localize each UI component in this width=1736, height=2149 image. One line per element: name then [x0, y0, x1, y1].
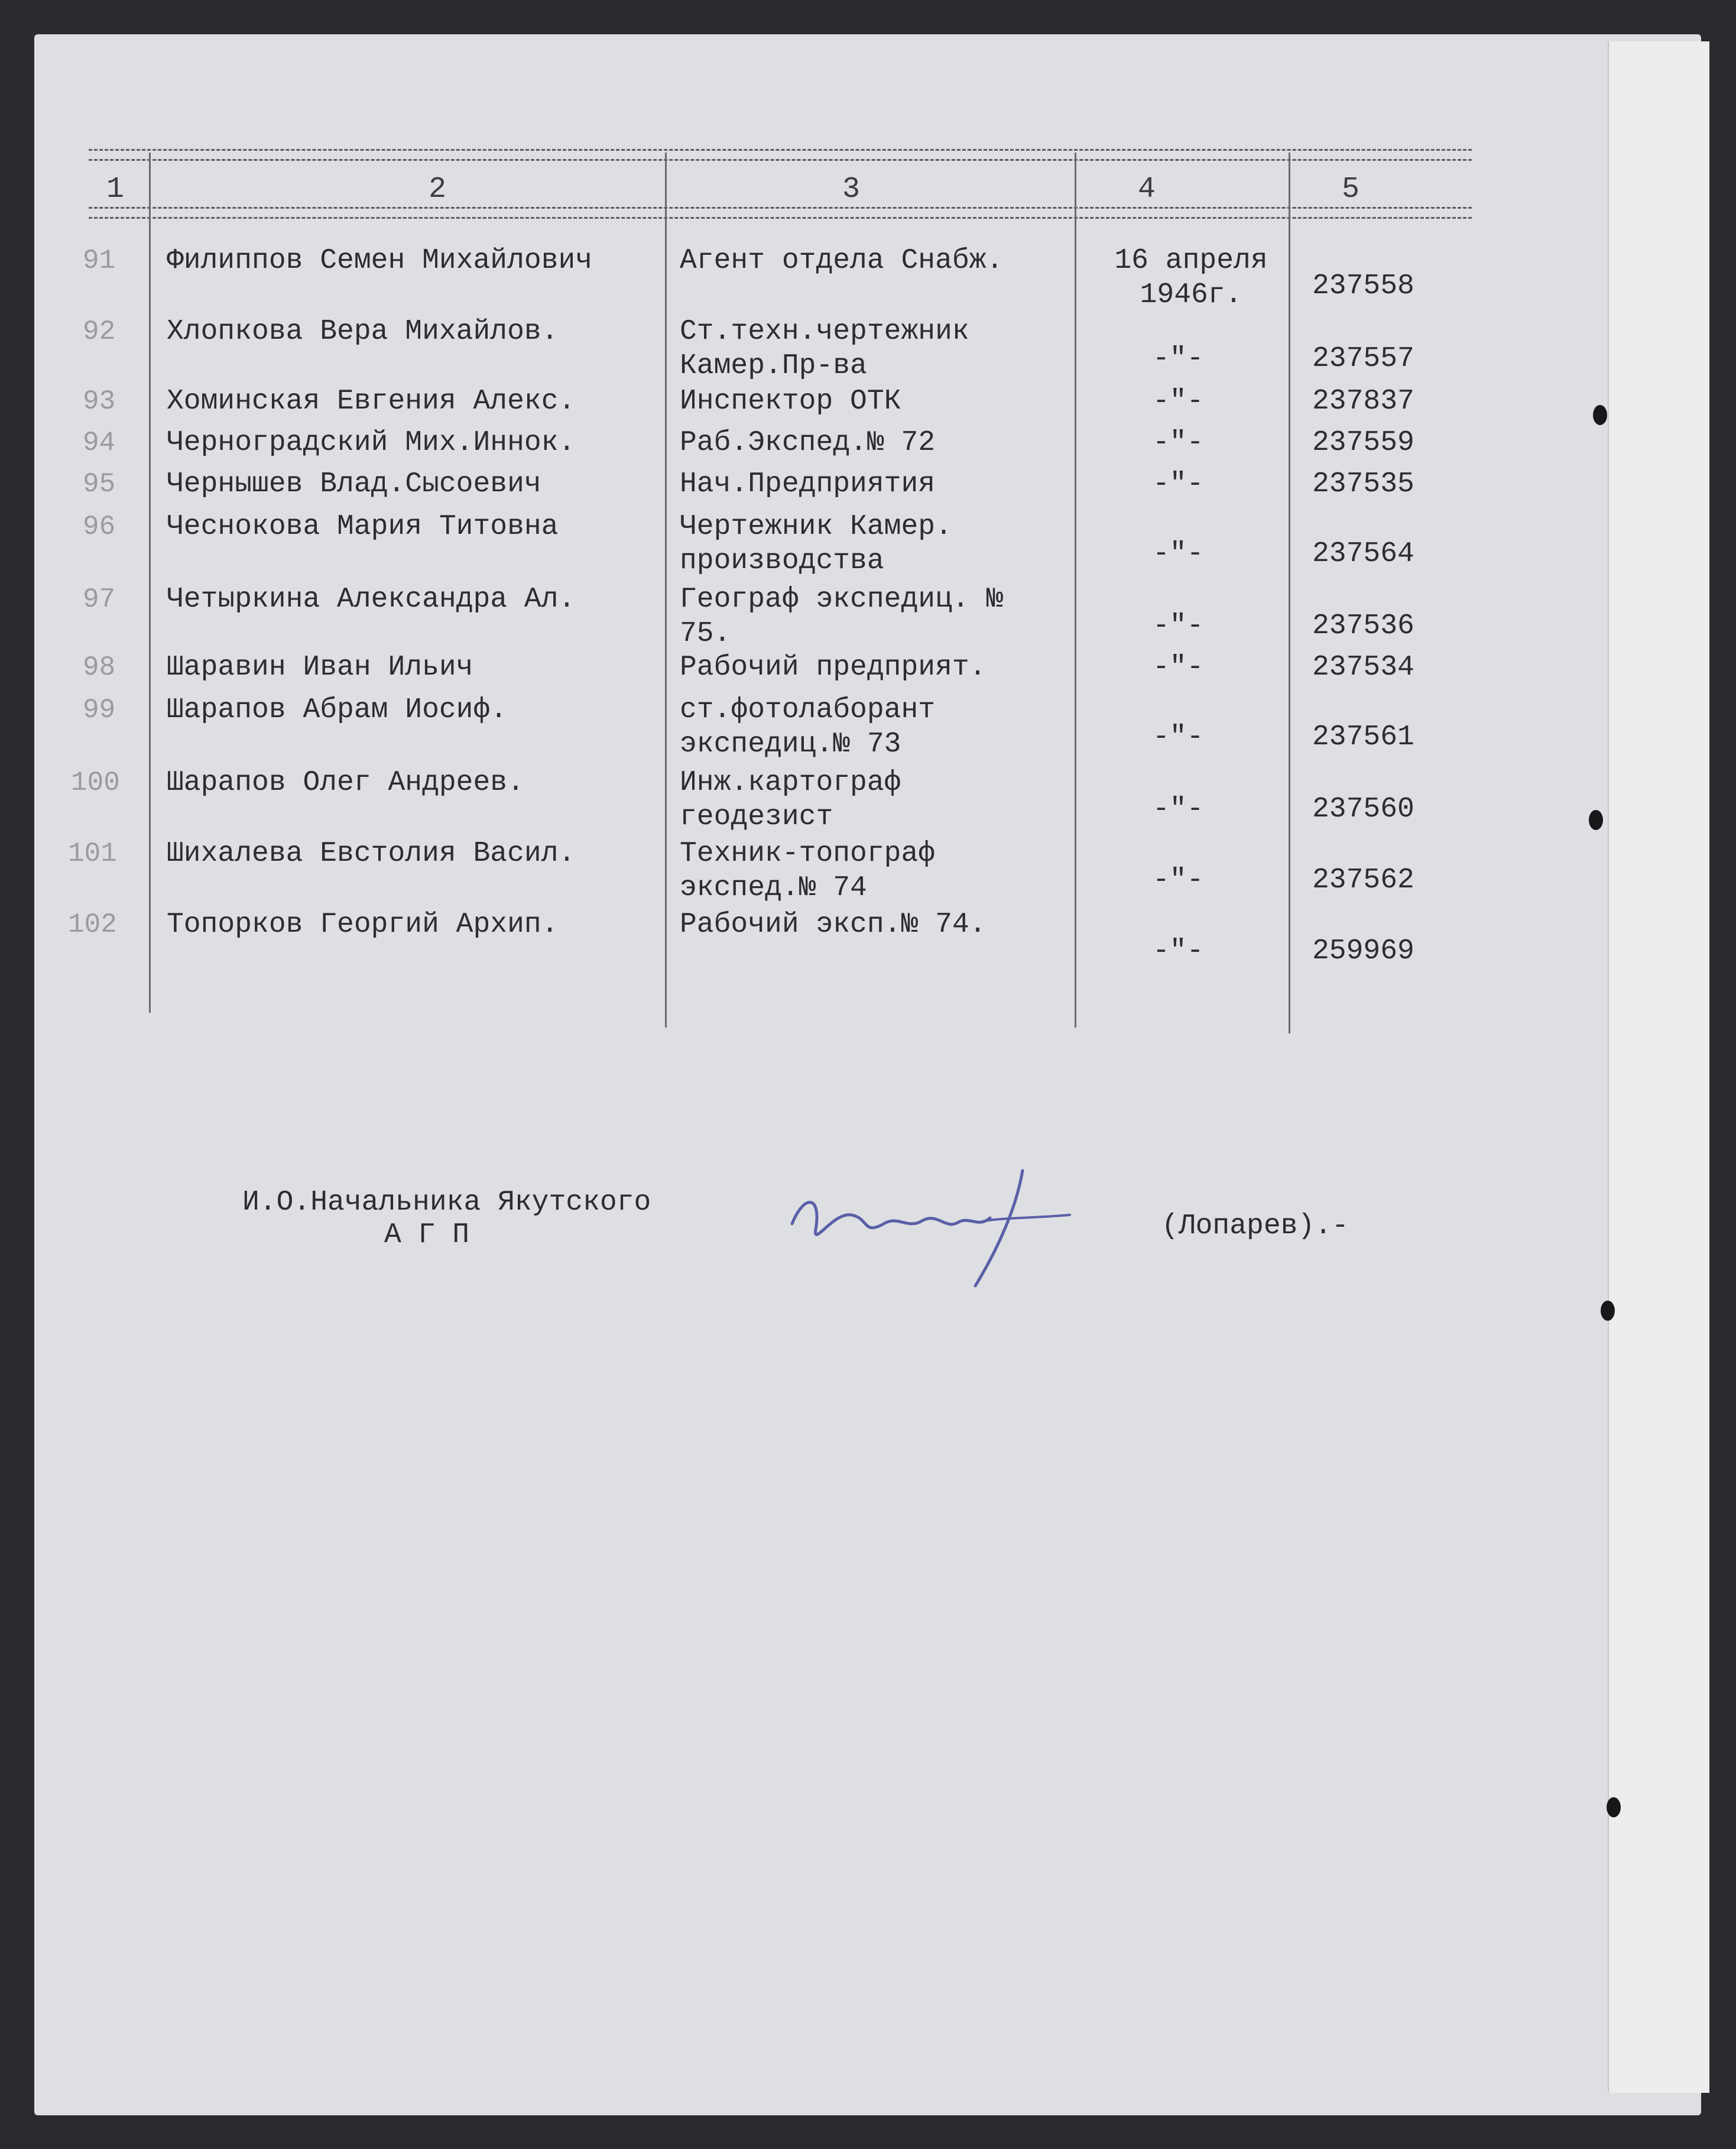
row-date: -"- — [1153, 538, 1204, 570]
row-name: Хлопкова Вера Михайлов. — [167, 316, 559, 348]
row-certificate-number: 237534 — [1312, 651, 1414, 683]
row-date: -"- — [1153, 793, 1204, 825]
header-rule-bottom — [89, 207, 1472, 219]
row-position: Ст.техн.чертежник Камер.Пр-ва — [680, 316, 969, 382]
punch-hole — [1589, 810, 1603, 830]
row-date: -"- — [1153, 610, 1204, 642]
row-date: -"- — [1153, 651, 1204, 683]
handwritten-signature — [780, 1159, 1088, 1295]
row-name: Шарапов Олег Андреев. — [167, 767, 524, 799]
row-position: ст.фотолаборант экспедиц.№ 73 — [680, 694, 936, 760]
row-name: Шихалева Евстолия Васил. — [167, 838, 576, 870]
paper-edge-strip — [1608, 41, 1709, 2093]
column-header-5: 5 — [1341, 173, 1359, 206]
column-header-2: 2 — [428, 173, 446, 206]
header-rule-top — [89, 149, 1472, 161]
column-header-3: 3 — [842, 173, 860, 206]
row-number: 99 — [83, 695, 116, 725]
signatory-title: И.О.Начальника Якутского — [242, 1187, 651, 1218]
row-date: -"- — [1153, 721, 1204, 753]
row-number: 91 — [83, 245, 116, 276]
row-date: -"- — [1153, 343, 1204, 375]
row-number: 92 — [83, 316, 116, 347]
row-certificate-number: 237535 — [1312, 468, 1414, 500]
row-name: Топорков Георгий Архип. — [167, 909, 559, 941]
row-number: 101 — [68, 838, 117, 869]
row-certificate-number: 237559 — [1312, 427, 1414, 459]
signatory-name: (Лопарев).- — [1161, 1210, 1349, 1242]
column-separator — [149, 153, 151, 1013]
punch-hole — [1607, 1797, 1621, 1817]
row-position: Техник-топограф экспед.№ 74 — [680, 838, 936, 904]
column-separator — [665, 153, 667, 1027]
row-name: Шарапов Абрам Иосиф. — [167, 694, 508, 726]
row-position: Раб.Экспед.№ 72 — [680, 427, 936, 459]
row-position: Агент отдела Снабж. — [680, 245, 1004, 277]
row-number: 97 — [83, 584, 116, 615]
row-number: 95 — [83, 469, 116, 500]
row-date: -"- — [1153, 935, 1204, 967]
row-number: 94 — [83, 427, 116, 458]
row-certificate-number: 237562 — [1312, 864, 1414, 896]
row-date: -"- — [1153, 864, 1204, 896]
row-position: Географ экспедиц. № 75. — [680, 584, 1004, 650]
row-position: Рабочий эксп.№ 74. — [680, 909, 987, 941]
row-number: 98 — [83, 652, 116, 683]
row-number: 96 — [83, 511, 116, 542]
row-number: 100 — [71, 767, 120, 798]
punch-hole — [1601, 1301, 1615, 1321]
column-separator — [1289, 153, 1290, 1033]
row-date: -"- — [1153, 385, 1204, 417]
punch-hole — [1593, 405, 1607, 425]
row-certificate-number: 237564 — [1312, 538, 1414, 570]
column-header-4: 4 — [1137, 173, 1156, 206]
row-name: Хоминская Евгения Алекс. — [167, 385, 576, 417]
row-position: Чертежник Камер. производства — [680, 511, 952, 577]
row-certificate-number: 237536 — [1312, 610, 1414, 642]
row-date: 16 апреля 1946г. — [1114, 245, 1268, 311]
signatory-organization: А Г П — [384, 1219, 470, 1251]
row-certificate-number: 237561 — [1312, 721, 1414, 753]
row-name: Четыркина Александра Ал. — [167, 584, 576, 615]
row-date: -"- — [1153, 427, 1204, 459]
row-name: Чернышев Влад.Сысоевич — [167, 468, 541, 500]
row-name: Черноградский Мих.Иннок. — [167, 427, 576, 459]
row-number: 102 — [68, 909, 117, 940]
row-certificate-number: 259969 — [1312, 935, 1414, 967]
column-separator — [1075, 153, 1076, 1027]
row-date: -"- — [1153, 468, 1204, 500]
row-certificate-number: 237560 — [1312, 793, 1414, 825]
row-certificate-number: 237558 — [1312, 270, 1414, 302]
row-name: Шаравин Иван Ильич — [167, 651, 473, 683]
row-certificate-number: 237557 — [1312, 343, 1414, 375]
row-name: Филиппов Семен Михайлович — [167, 245, 593, 277]
column-header-1: 1 — [106, 173, 124, 206]
row-name: Чеснокова Мария Титовна — [167, 511, 559, 543]
row-number: 93 — [83, 386, 116, 417]
row-position: Инж.картограф геодезист — [680, 767, 901, 833]
row-position: Рабочий предприят. — [680, 651, 987, 683]
row-certificate-number: 237837 — [1312, 385, 1414, 417]
row-position: Инспектор ОТК — [680, 385, 901, 417]
row-position: Нач.Предприятия — [680, 468, 936, 500]
